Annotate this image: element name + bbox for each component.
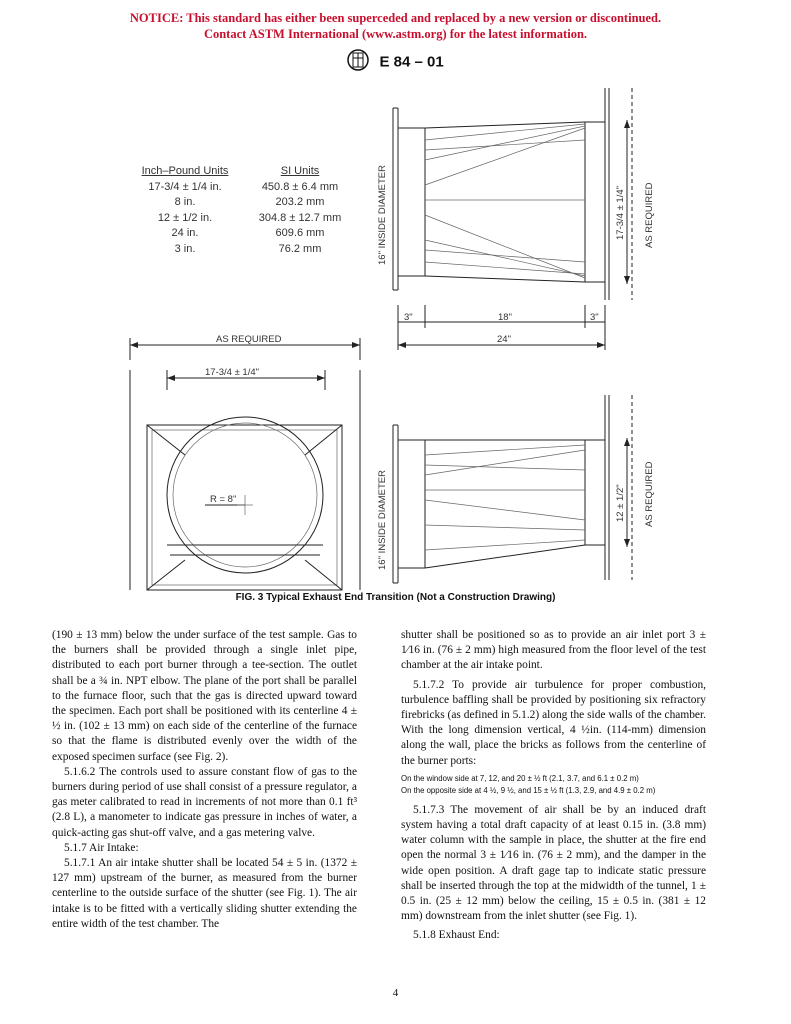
si-units-heading: SI Units xyxy=(280,165,320,177)
inch-unit-row: 12 ± 1/2 in. xyxy=(157,211,213,224)
paragraph: shutter shall be positioned so as to provide an air inlet port 3 ± 1⁄16 in. (76 ± 2 mm) high measured from the floor level of the test chamber at the air intake point. xyxy=(401,629,706,672)
dim-24-label: 24" xyxy=(497,334,511,345)
paragraph: 5.1.7.3 The movement of air shall be by an induced draft system having a total draft capacity of at least 0.15 in. (3.8 mm) water column with the sample in place, the shutter at the fire end open the normal 3 ± 1⁄16 in. (76 ± 2 mm), and the damper in the wide open position. A draft gage tap to indicate static pressure shall be inserted through the top at the midwidth of the tunnel, 1 ± 0.5 in. (25 ± 12 mm) below the ceiling, 15 ± 0.5 in. (381 ± 12 mm) downstream from the inlet shutter (see Fig. 1). xyxy=(401,803,706,923)
right-column xyxy=(401,628,706,944)
section-heading: 5.1.7 Air Intake: xyxy=(64,841,139,854)
dim-3-label-right: 3" xyxy=(590,312,599,323)
figure-caption: FIG. 3 Typical Exhaust End Transition (Not a Construction Drawing) xyxy=(235,592,556,603)
inch-unit-row: 24 in. xyxy=(171,227,199,239)
left-column xyxy=(52,628,357,932)
inch-units-heading: Inch–Pound Units xyxy=(141,165,229,177)
inch-unit-row: 8 in. xyxy=(174,196,196,208)
section-heading: 5.1.8 Exhaust End: xyxy=(413,929,500,942)
notice-line-2: Contact ASTM International (www.astm.org) for the latest information. xyxy=(203,27,588,41)
si-unit-row: 76.2 mm xyxy=(278,242,322,255)
radius-label: R = 8" xyxy=(210,494,237,505)
astm-logo-icon xyxy=(347,49,369,75)
page-number: 4 xyxy=(392,987,399,999)
si-unit-row: 304.8 ± 12.7 mm xyxy=(258,211,342,224)
as-required-label-top: AS REQUIRED xyxy=(644,182,655,248)
figure-3 xyxy=(0,80,791,600)
paragraph: 5.1.7.2 To provide air turbulence for proper combustion, turbulence baffling shall be provided by positioning six refractory firebricks (as defined in 5.1.2) along the side walls of the chamber. With the long dimension vertical, 4 ½in. (114-mm) dimension along the wall, place the bricks as follows from the centerline of the burner ports: xyxy=(401,678,706,767)
si-unit-row: 450.8 ± 6.4 mm xyxy=(261,180,339,193)
notice-line-1: NOTICE: This standard has either been superceded and replaced by a new version or discontinued. xyxy=(129,11,662,25)
paragraph: 5.1.7.1 An air intake shutter shall be located 54 ± 5 in. (1372 ± 127 mm) upstream of the burner, as measured from the burner centerline to the outside surface of the shutter (see Fig. 1). The air intake is to be fitted with a vertically sliding shutter extending the entire width of the test chamber. The xyxy=(52,857,357,930)
si-units-column xyxy=(245,164,355,257)
document-header xyxy=(0,49,791,75)
designation: E 84 – 01 xyxy=(379,53,444,71)
dim-1734-label: 17-3/4 ± 1/4" xyxy=(615,185,626,240)
brick-list-item: On the opposite side at 4 ½, 9 ½, and 15 ± ½ ft (1.3, 2.9, and 4.9 ± 0.2 m) xyxy=(401,785,656,795)
notice-banner xyxy=(0,10,791,42)
inch-unit-row: 3 in. xyxy=(174,242,196,255)
si-unit-row: 609.6 mm xyxy=(275,227,325,239)
dim-1734-label-left: 17-3/4 ± 1/4" xyxy=(205,367,260,378)
as-required-label-left: AS REQUIRED xyxy=(216,334,282,345)
dim-18-label: 18" xyxy=(498,312,512,323)
paragraph: 5.1.6.2 The controls used to assure constant flow of gas to the burners during period of use shall consist of a pressure regulator, a gas meter calibrated to read in increments of not more than 0.1 ft³ (2.8 L), a manometer to indicate gas pressure in inches of water, a quick-acting gas shut-off valve, and a gas metering valve. xyxy=(52,765,357,839)
si-unit-row: 203.2 mm xyxy=(275,196,325,208)
inside-diameter-label-top: 16" INSIDE DIAMETER xyxy=(377,165,388,265)
inch-units-column xyxy=(130,164,240,257)
inside-diameter-label-bottom: 16" INSIDE DIAMETER xyxy=(377,470,388,570)
paragraph: (190 ± 13 mm) below the under surface of the test sample. Gas to the burners shall be provided through a single inlet pipe, distributed to each port burner through a tee-section. The outlet shall be a ¾ in. NPT elbow. The plane of the port shall be parallel to the furnace floor, such that the gas is directed upward toward the specimen. Each port shall be positioned with its centerline 4 ± ½ in. (102 ± 13 mm) on each side of the centerline of the furnace so that the flame is distributed evenly over the width of the exposed specimen surface (see Fig. 2). xyxy=(52,629,357,763)
inch-unit-row: 17-3/4 ± 1/4 in. xyxy=(148,180,222,193)
as-required-label-bottom: AS REQUIRED xyxy=(644,461,655,527)
dim-12-label: 12 ± 1/2" xyxy=(615,484,626,522)
figure-drawing xyxy=(0,80,791,600)
dim-3-label-left: 3" xyxy=(404,312,413,323)
brick-list-item: On the window side at 7, 12, and 20 ± ½ ft (2.1, 3.7, and 6.1 ± 0.2 m) xyxy=(401,773,639,783)
